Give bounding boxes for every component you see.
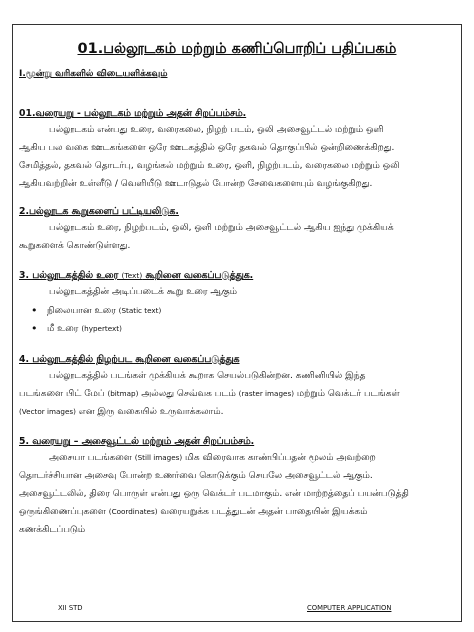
question-4-heading: 4. பல்லூடகத்தில் நிழற்பட கூறினை வகைப்படுத்துக [19, 354, 240, 365]
page-footer [0, 604, 474, 624]
question-1-heading: 01.வரையறு - பல்லூடகம் மற்றும் அதன் சிறப்பம்சம். [19, 108, 247, 119]
answer-2-line-1: பல்லூடகம் உரை, நிழற்படம், ஒலி, ஒளி மற்றும் அசைவூட்டல் ஆகிய ஐந்து முக்கியக் [49, 223, 394, 233]
answer-5-line-4-part-1: ஒருங்கிணைப்புகளை [19, 507, 109, 517]
answer-4-line-2-english-2: (raster images) [238, 389, 294, 398]
answer-4-line-3-english: (Vector images) [19, 407, 76, 416]
answer-1-line-4: ஆகியவற்றின் உள்ளீடு / வெளியீடு ஊடாடுதல் போன்ற சேவைகளையும் வழங்குகிறது. [19, 179, 373, 189]
answer-5-line-2: தொடர்ச்சியான அசைவு போன்ற உணர்வை கொடுக்கும் செயலே அசைவூட்டல் ஆகும். [19, 471, 373, 481]
answer-5-line-4-english: (Coordinates) [108, 507, 158, 516]
question-2-heading: 2.பல்லூடக கூறுகளைப் பட்டியலிடுக. [19, 206, 179, 217]
answer-2-line-2: கூறுகளைக் கொண்டுள்ளது. [19, 241, 131, 251]
answer-4-line-2 [19, 386, 455, 402]
answer-4-line-2-part-1: படங்களை பிட் மேப் [19, 389, 108, 399]
question-1 [19, 108, 455, 192]
question-5 [19, 436, 455, 538]
answer-1-line-2: ஆகிய பல வகை ஊடகங்களை ஒரே ஊடகத்தில் ஒரே தகவல் தொகுப்பில் ஒன்றிணைக்கிறது. [19, 143, 395, 153]
list-item [47, 302, 455, 320]
list-item [47, 320, 455, 338]
footer-class: XII STD [58, 604, 83, 612]
list-item-english: (hypertext) [81, 324, 122, 333]
list-item-english: (Static text) [118, 306, 162, 315]
question-5-heading: 5. வரையறு – அசைவூட்டல் மற்றும் அதன் சிறப்பம்சம். [19, 436, 255, 447]
question-4 [19, 354, 455, 420]
answer-4-line-2-english-1: (bitmap) [107, 389, 139, 398]
answer-4-line-2-part-3: மற்றும் வெக்டர் படங்கள் [294, 389, 400, 399]
answer-5-line-4 [19, 504, 455, 520]
answer-4-line-3 [19, 404, 455, 420]
document-page [12, 24, 462, 622]
document-title: 01.பல்லூடகம் மற்றும் கணிப்பொறிப் பதிப்பகம் [77, 41, 397, 57]
answer-4-line-1: பல்லூடகத்தில் படங்கள் முக்கியக் கூறாக செயல்படுகின்றன. கணினியில் இந்த [49, 371, 366, 381]
text-types-list [19, 302, 455, 338]
list-item-tamil: மீ உரை [47, 324, 79, 334]
list-item-tamil: நிலையான உரை [47, 306, 116, 316]
answer-5-line-1-part-2: மிக விரைவாக காண்பிப்பதன் மூலம் அவற்றை [182, 453, 376, 463]
question-2 [19, 206, 455, 254]
question-3 [19, 270, 455, 338]
answer-5-line-3: அசைவூட்டலில், திரை பொருள் என்பது ஒரு வெக்டர் படமாகும். என் மாற்றத்தைப் பயன்படுத்தி [19, 489, 409, 499]
question-3-heading-part-2: கூறினை வகைப்படுத்துக. [142, 270, 254, 281]
section-instruction: I.மூன்று வரிகளில் விடையளிக்கவும் [19, 69, 168, 79]
question-3-heading-part-1: 3. பல்லூடகத்தில் உரை [19, 270, 122, 281]
footer-subject: COMPUTER APPLICATION [307, 604, 392, 612]
answer-5-line-1-english: (Still images) [134, 453, 183, 462]
answer-1-line-1: பல்லூடகம் என்பது உரை, வரைகலை, நிழற் படம், ஒலி அசைவூட்டல் மற்றும் ஒளி [49, 125, 384, 135]
answer-1-line-3: சேமித்தல், தகவல் தொடர்பு, வழங்கல் மற்றும் உரை, ஒளி, நிழற்படம், வரைகலை மற்றும் ஒலி [19, 161, 400, 171]
answer-5-line-5: கணக்கிடப்படும் [19, 525, 86, 535]
answer-4-line-3-part-2: என இரு வகையில் உருவாக்கலாம். [75, 407, 224, 417]
question-3-heading-english: (Text) [121, 271, 143, 280]
answer-5-line-1-part-1: அசையா படங்களை [49, 453, 135, 463]
answer-4-line-2-part-2: அல்லது செவ்வக படம் [138, 389, 239, 399]
answer-3-line: பல்லூடகத்தின் அடிப்படைக் கூறு உரை ஆகும் [49, 287, 237, 297]
question-3-heading [19, 270, 455, 282]
answer-5-line-4-part-2: வரையறுக்க படத்துடன் அதன் பாதையின் இயக்கம் [157, 507, 368, 517]
answer-5-line-1 [19, 450, 455, 466]
